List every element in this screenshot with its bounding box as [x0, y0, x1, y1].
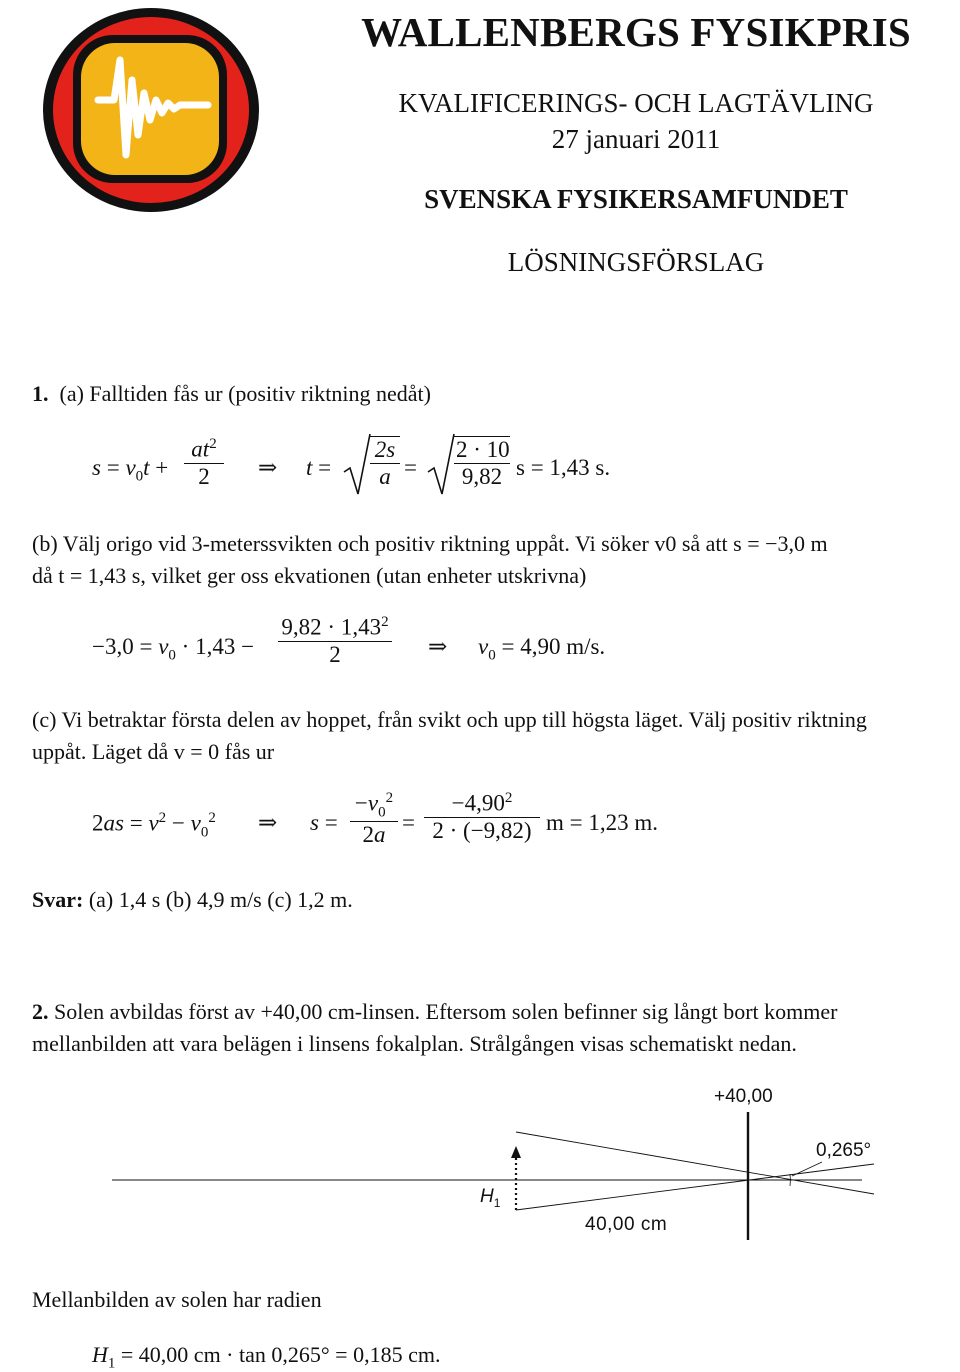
answer	[32, 884, 959, 916]
problem-2-line3: Mellanbilden av solen har radien	[32, 1287, 322, 1312]
problem-number: 1.	[32, 381, 49, 406]
image-height-label: $H_1$	[480, 1186, 501, 1210]
answer-label: Svar:	[32, 887, 84, 912]
answer-text: (a) 1,4 s (b) 4,9 m/s (c) 1,2 m.	[88, 887, 353, 912]
angle-label: 0,265°	[816, 1140, 872, 1161]
problem-1-b-line2: då t = 1,43 s, vilket ger oss ekvationen (utan enheter utskrivna)	[32, 563, 587, 588]
logo	[40, 5, 262, 215]
problem-1-b-line1: (b) Välj origo vid 3-meterssvikten och positiv riktning uppåt. Vi söker v0 så att s = −3,0 m	[32, 531, 828, 556]
problem-2-line1: 2. Solen avbildas först av +40,00 cm-linsen. Eftersom solen befinner sig långt bort kommer	[32, 999, 838, 1024]
problem-1-c-line2: uppåt. Läget då v = 0 fås ur	[32, 739, 275, 764]
problem-1-c-line1: (c) Vi betraktar första delen av hoppet, från svikt och upp till högsta läget. Välj positiv riktning	[32, 707, 867, 732]
organization: SVENSKA FYSIKERSAMFUNDET	[424, 184, 848, 214]
final-equation: $H_1 = 40,00$ cm · tan 0,265° = 0,185 cm.	[92, 1342, 441, 1372]
problem-1-a-text: 1. (a) Falltiden fås ur (positiv riktning nedåt)	[32, 381, 431, 406]
page-subtitle: KVALIFICERINGS- OCH LAGTÄVLING	[398, 88, 874, 118]
document-type: LÖSNINGSFÖRSLAG	[507, 247, 765, 277]
page-date: 27 januari 2011	[551, 124, 721, 154]
problem-2-line2: mellanbilden att vara belägen i linsens fokalplan. Strålgången visas schematiskt nedan.	[32, 1031, 797, 1056]
page-title: WALLENBERGS FYSIKPRIS	[361, 9, 911, 55]
problem-2-number: 2.	[32, 999, 49, 1024]
lens-label: +40,00	[714, 1086, 773, 1107]
distance-label: 40,00 cm	[585, 1214, 668, 1235]
